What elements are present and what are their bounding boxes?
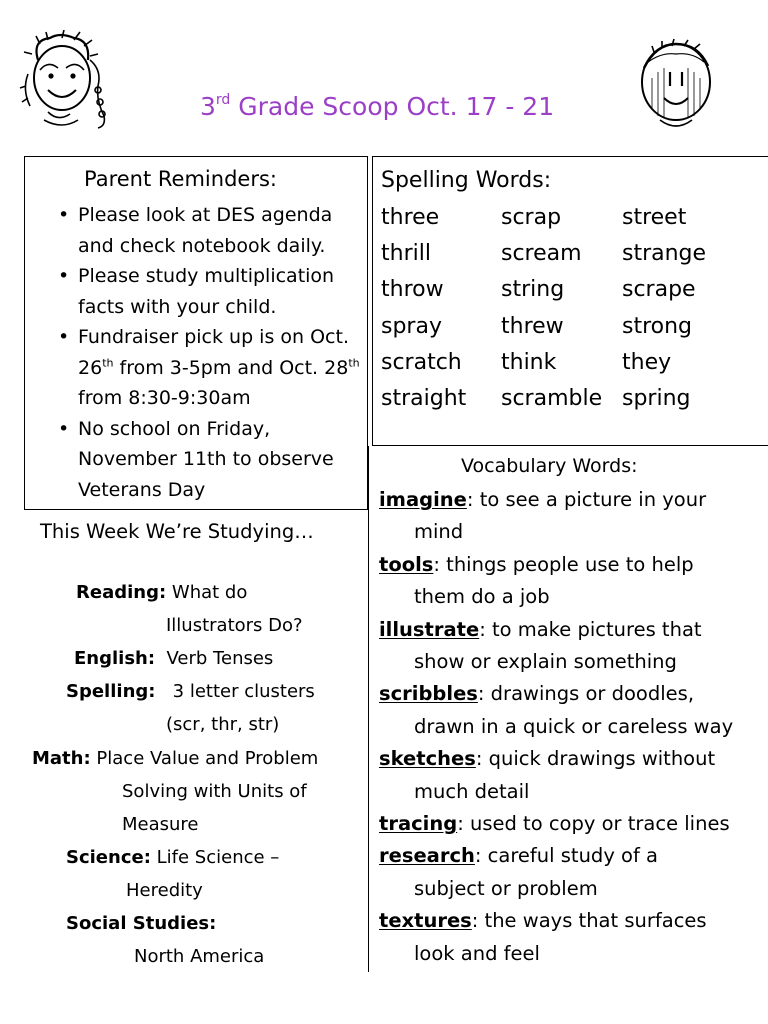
study-label: English: <box>74 648 156 669</box>
vocabulary-definition-cont: subject or problem <box>414 876 598 900</box>
vocabulary-definition: : careful study of a <box>474 844 658 868</box>
study-label: Spelling: <box>66 681 156 702</box>
boy-face-clipart-icon <box>636 38 716 132</box>
spelling-word: strong <box>622 313 693 339</box>
vocabulary-definition-cont: look and feel <box>414 941 540 965</box>
study-social-studies-cont: North America <box>134 946 265 967</box>
spelling-word: think <box>501 349 557 375</box>
vocabulary-definition: : drawings or doodles, <box>477 682 695 706</box>
vocabulary-term: sketches <box>379 747 476 771</box>
spelling-word: they <box>622 349 672 375</box>
study-reading-cont: Illustrators Do? <box>166 615 303 636</box>
spelling-word: throw <box>381 277 444 303</box>
study-math: Math: Place Value and Problem <box>32 748 319 769</box>
vocabulary-definition: : the ways that surfaces <box>471 909 707 933</box>
vocabulary-term: tracing <box>379 812 458 836</box>
vocabulary-term: tools <box>379 552 434 576</box>
spelling-row <box>381 236 752 272</box>
vocabulary-definition-cont: much detail <box>414 779 530 803</box>
vocabulary-entry <box>379 678 764 743</box>
vocabulary-definition: : to see a picture in your <box>466 488 707 511</box>
spelling-word: thrill <box>381 241 431 267</box>
study-social-studies <box>66 907 216 940</box>
study-science-cont: Heredity <box>126 880 203 901</box>
newsletter-title: 3rd Grade Scoop Oct. 17 - 21 <box>200 91 555 121</box>
vocabulary-list <box>379 484 764 970</box>
list-item: • No school on Friday, November 11th to observe Veterans Day <box>56 414 368 506</box>
spelling-word: straight <box>381 386 467 412</box>
vocabulary-entry <box>379 808 764 840</box>
vocabulary-definition: : quick drawings without <box>475 747 716 771</box>
spelling-word: three <box>381 205 440 230</box>
vocabulary-definition: : things people use to help <box>433 552 694 576</box>
study-spelling: Spelling: 3 letter clusters <box>66 681 315 702</box>
spelling-word: strange <box>622 241 707 267</box>
vocabulary-entry <box>379 549 764 614</box>
spelling-word: string <box>501 277 565 303</box>
spelling-word: spray <box>381 313 442 339</box>
list-item: • Fundraiser pick up is on Oct. 26th from 3-5pm and Oct. 28th from 8:30-9:30am <box>56 322 368 414</box>
spelling-word: spring <box>622 386 691 412</box>
vocabulary-definition-cont: them do a job <box>414 585 550 609</box>
spelling-words-grid <box>381 200 752 417</box>
vocabulary-entry <box>379 840 764 905</box>
vocabulary-entry <box>379 743 764 808</box>
vocabulary-divider <box>368 446 369 972</box>
vocabulary-definition: : to make pictures that <box>479 617 702 641</box>
vocabulary-entry <box>379 905 764 970</box>
girl-face-clipart-icon <box>18 30 114 130</box>
vocabulary-term: research <box>379 844 475 868</box>
vocabulary-term: textures <box>379 909 472 933</box>
vocabulary-definition-cont: drawn in a quick or careless way <box>414 714 734 738</box>
study-spelling-cont: (scr, thr, str) <box>166 714 280 735</box>
spelling-word: threw <box>501 313 564 339</box>
spelling-row <box>381 381 752 417</box>
spelling-row <box>381 272 752 308</box>
spelling-row <box>381 345 752 381</box>
spelling-row <box>381 200 752 236</box>
vocabulary-definition: : used to copy or trace lines <box>457 812 730 836</box>
vocabulary-entry <box>379 614 764 679</box>
spelling-row <box>381 309 752 345</box>
study-label: Reading: <box>76 582 167 603</box>
study-english: English: Verb Tenses <box>74 648 274 669</box>
study-math-cont: Solving with Units of <box>122 781 307 802</box>
spelling-word: scrap <box>501 205 562 230</box>
spelling-word: street <box>622 205 687 230</box>
vocabulary-entry <box>379 484 764 549</box>
vocabulary-definition-cont: show or explain something <box>414 650 677 674</box>
study-label: Social Studies: <box>66 913 217 934</box>
spelling-word: scream <box>501 241 582 267</box>
vocabulary-title: Vocabulary Words: <box>461 455 638 477</box>
vocabulary-term: imagine <box>379 488 467 511</box>
spelling-word: scrape <box>622 277 696 303</box>
vocabulary-term: scribbles <box>379 682 478 706</box>
vocabulary-term: illustrate <box>379 617 480 641</box>
study-label: Math: <box>32 748 91 769</box>
reminders-list <box>56 200 368 505</box>
vocabulary-definition-cont: mind <box>414 520 464 544</box>
spelling-title: Spelling Words: <box>381 168 552 193</box>
spelling-word: scratch <box>381 349 462 375</box>
studying-title: This Week We’re Studying… <box>40 520 314 543</box>
study-math-cont: Measure <box>122 814 199 835</box>
study-label: Science: <box>66 847 151 868</box>
list-item: • Please study multiplication facts with your child. <box>56 261 368 322</box>
reminders-title: Parent Reminders: <box>84 167 277 191</box>
list-item: • Please look at DES agenda and check notebook daily. <box>56 200 368 261</box>
spelling-word: scramble <box>501 386 603 412</box>
study-science: Science: Life Science – <box>66 847 280 868</box>
study-reading: Reading: What do <box>76 582 248 603</box>
